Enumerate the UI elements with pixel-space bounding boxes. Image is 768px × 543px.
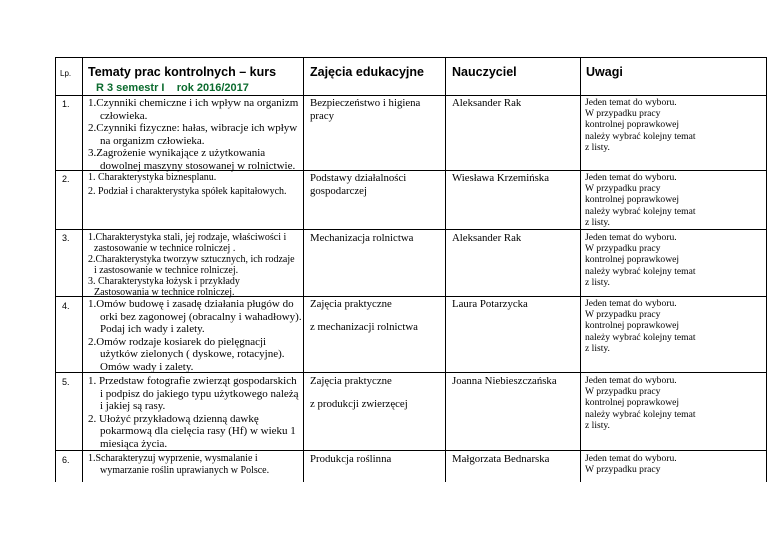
row-teacher: Aleksander Rak	[452, 97, 522, 109]
class-line: Produkcja roślinna	[310, 453, 392, 465]
topic-line: Omów wady i zalety.	[100, 360, 194, 373]
note-line: W przypadku pracy	[585, 108, 661, 120]
topic-line: dowolnej maszyny stosowanej w rolnictwie.	[100, 159, 296, 172]
row-topics	[88, 232, 302, 298]
topic-line: 2. Podział i charakterystyka spółek kapitałowych.	[88, 185, 287, 197]
note-line: Jeden temat do wyboru.	[585, 375, 677, 386]
col-divider	[55, 57, 56, 482]
row-notes	[585, 375, 765, 431]
col-divider	[445, 57, 446, 482]
row-teacher: Wiesława Krzemińska	[452, 172, 549, 184]
topic-line: 2.Charakterystyka tworzyw sztucznych, ich rodzaje	[88, 254, 295, 265]
col-divider	[580, 57, 581, 482]
topic-line: i jakiej są rasy.	[100, 400, 166, 412]
class-line: z mechanizacji rolnictwa	[310, 320, 418, 333]
row-class	[310, 232, 444, 245]
row-topics	[88, 453, 302, 476]
row-notes	[585, 453, 765, 475]
note-line: należy wybrać kolejny temat	[585, 408, 696, 420]
row-number: 4.	[62, 301, 70, 311]
note-line: z listy.	[585, 276, 610, 288]
row-number: 5.	[62, 377, 70, 387]
row-notes	[585, 232, 765, 288]
note-line: kontrolnej poprawkowej	[585, 119, 680, 131]
row-number: 2.	[62, 174, 70, 184]
note-line: z listy.	[585, 216, 610, 228]
row-notes	[585, 97, 765, 153]
class-line: Mechanizacja rolnictwa	[310, 232, 414, 244]
note-line: W przypadku pracy	[585, 243, 661, 255]
topic-line: 2.Czynniki fizyczne: hałas, wibracje ich wpływ	[88, 122, 298, 134]
row-teacher: Laura Potarzycka	[452, 298, 528, 310]
header-divider	[55, 95, 766, 96]
topic-line: orki bez zagonowej (obracalny i wahadłowy).	[100, 310, 302, 323]
note-line: należy wybrać kolejny temat	[585, 205, 696, 217]
row-topics	[88, 298, 302, 373]
note-line: W przypadku pracy	[585, 386, 661, 398]
header-classes: Zajęcia edukacyjne	[310, 65, 424, 79]
class-line: Zajęcia praktyczne	[310, 375, 392, 387]
note-line: W przypadku pracy	[585, 309, 661, 321]
row-teacher: Joanna Niebieszczańska	[452, 375, 557, 387]
class-line: Bezpieczeństwo i higiena	[310, 97, 421, 109]
subtitle-course: R 3 semestr I	[96, 82, 165, 94]
topic-line: 3. Charakterystyka łożysk i przykłady	[88, 276, 240, 287]
col-divider	[766, 57, 767, 482]
header-lp: Lp.	[60, 69, 72, 78]
row-class	[310, 172, 444, 197]
topic-line: 1.Omów budowę i zasadę działania pługów do	[88, 298, 294, 310]
topic-line: człowieka.	[100, 109, 148, 122]
note-line: kontrolnej poprawkowej	[585, 320, 680, 332]
note-line: kontrolnej poprawkowej	[585, 397, 680, 409]
note-line: Jeden temat do wyboru.	[585, 298, 677, 309]
col-divider	[82, 57, 83, 482]
row-class	[310, 298, 444, 333]
topic-line: zastosowanie w technice rolniczej .	[94, 243, 236, 254]
class-line: gospodarczej	[310, 184, 367, 197]
topic-line: 2. Ułożyć przykładową dzienną dawkę	[88, 412, 259, 425]
row-number: 3.	[62, 233, 70, 243]
topic-line: pokarmową dla cielęcia rasy (Hf) w wieku 1	[100, 425, 296, 437]
topic-line: i zastosowanie w technice rolniczej.	[94, 265, 239, 276]
class-line: pracy	[310, 109, 334, 122]
subtitle-year: rok 2016/2017	[176, 82, 249, 94]
class-line: z produkcji zwierzęcej	[310, 397, 408, 410]
row-divider	[55, 450, 766, 451]
row-number: 6.	[62, 455, 70, 465]
row-topics	[88, 97, 302, 172]
note-line: Jeden temat do wyboru.	[585, 232, 677, 243]
note-line: kontrolnej poprawkowej	[585, 254, 680, 266]
note-line: Jeden temat do wyboru.	[585, 97, 677, 108]
class-line: Podstawy działalności	[310, 172, 407, 184]
header-subtitle	[96, 82, 301, 94]
row-class	[310, 375, 444, 410]
note-line: Jeden temat do wyboru.	[585, 453, 677, 464]
row-class	[310, 97, 444, 122]
header-teacher: Nauczyciel	[452, 65, 517, 79]
row-divider	[55, 229, 766, 230]
note-line: należy wybrać kolejny temat	[585, 265, 696, 277]
topic-line: 1.Scharakteryzuj wyprzenie, wysmalanie i	[88, 453, 258, 464]
note-line: należy wybrać kolejny temat	[585, 130, 696, 142]
note-line: kontrolnej poprawkowej	[585, 194, 680, 206]
class-line: Zajęcia praktyczne	[310, 298, 392, 310]
note-line: z listy.	[585, 141, 610, 153]
row-number: 1.	[62, 99, 70, 109]
topic-line: Podaj ich wady i zalety.	[100, 323, 205, 335]
topic-line: 2.Omów rodzaje kosiarek do pielęgnacji	[88, 335, 267, 348]
topic-line: miesiąca życia.	[100, 437, 168, 450]
note-line: z listy.	[585, 342, 610, 354]
row-teacher: Aleksander Rak	[452, 232, 522, 244]
note-line: z listy.	[585, 419, 610, 431]
row-notes	[585, 172, 765, 228]
topic-line: Zastosowania w technice rolniczej.	[94, 287, 235, 298]
topic-line: 1.Czynniki chemiczne i ich wpływ na organizm	[88, 97, 299, 109]
topic-line: 1. Przedstaw fotografie zwierząt gospodarskich	[88, 375, 297, 387]
note-line: W przypadku pracy	[585, 464, 661, 476]
row-topics	[88, 375, 302, 450]
row-class	[310, 453, 444, 466]
topic-line: 1.Charakterystyka stali, jej rodzaje, właściwości i	[88, 232, 287, 243]
note-line: W przypadku pracy	[585, 183, 661, 195]
row-teacher: Małgorzata Bednarska	[452, 453, 550, 465]
table-border-top	[55, 57, 766, 58]
row-topics	[88, 172, 302, 197]
note-line: należy wybrać kolejny temat	[585, 331, 696, 343]
topic-line: 3.Zagrożenie wynikające z użytkowania	[88, 147, 266, 159]
topic-line: wymarzanie roślin uprawianych w Polsce.	[100, 464, 270, 476]
note-line: Jeden temat do wyboru.	[585, 172, 677, 183]
col-divider	[303, 57, 304, 482]
topic-line: użytków zielonych ( dyskowe, rotacyjne).	[100, 348, 285, 360]
topic-line: i podpisz do jakiego typu użytkowego należą	[100, 387, 299, 400]
row-notes	[585, 298, 765, 354]
header-notes: Uwagi	[586, 65, 623, 79]
header-topics: Tematy prac kontrolnych – kurs	[88, 65, 277, 79]
topic-line: 1. Charakterystyka biznesplanu.	[88, 172, 217, 183]
topic-line: na organizm człowieka.	[100, 134, 205, 147]
